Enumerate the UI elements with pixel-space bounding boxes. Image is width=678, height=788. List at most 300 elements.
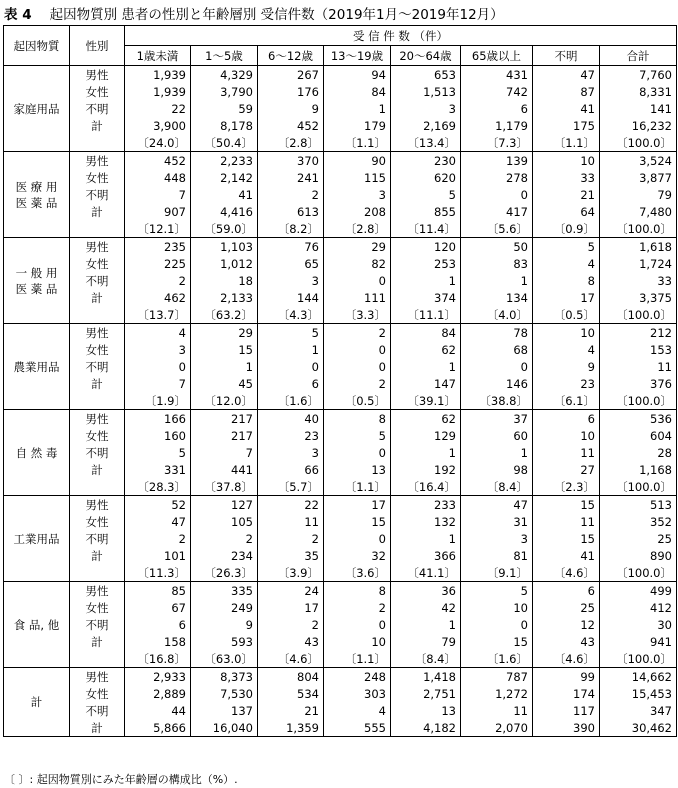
value-cell: 8,331 [600, 83, 677, 100]
value-cell: 29 [324, 238, 391, 256]
table-number: 表 4 [4, 7, 32, 23]
value-cell: 3 [461, 530, 533, 547]
table-row [4, 186, 677, 203]
value-cell: 5,866 [125, 719, 191, 737]
value-cell: 212 [600, 324, 677, 342]
value-cell: 76 [258, 238, 324, 256]
value-cell: 4 [125, 324, 191, 342]
value-cell: 〔37.8〕 [191, 478, 258, 496]
table-row [4, 410, 677, 428]
value-cell: 31 [461, 513, 533, 530]
header-column: 65歳以上 [461, 46, 533, 66]
sex-cell: 不明 [70, 186, 125, 203]
value-cell: 99 [533, 668, 600, 686]
value-cell: 〔2.8〕 [258, 134, 324, 152]
value-cell: 29 [191, 324, 258, 342]
value-cell: 10 [533, 324, 600, 342]
sex-cell: 男性 [70, 66, 125, 84]
value-cell: 105 [191, 513, 258, 530]
value-cell: 6 [533, 582, 600, 600]
value-cell: 78 [461, 324, 533, 342]
value-cell: 1,012 [191, 255, 258, 272]
value-cell: 43 [533, 633, 600, 650]
value-cell: 441 [191, 461, 258, 478]
value-cell: 331 [125, 461, 191, 478]
sex-cell: 男性 [70, 324, 125, 342]
value-cell: 7 [125, 375, 191, 392]
value-cell: 249 [191, 599, 258, 616]
header-column: 不明 [533, 46, 600, 66]
value-cell: 〔100.0〕 [600, 392, 677, 410]
value-cell: 4,416 [191, 203, 258, 220]
value-cell: 21 [258, 702, 324, 719]
value-cell: 〔41.1〕 [391, 564, 461, 582]
value-cell: 374 [391, 289, 461, 306]
table-title [4, 3, 504, 23]
value-cell: 235 [125, 238, 191, 256]
value-cell: 855 [391, 203, 461, 220]
value-cell: 59 [191, 100, 258, 117]
value-cell: 62 [391, 410, 461, 428]
value-cell: 0 [324, 444, 391, 461]
category-label: 自 然 毒 [15, 445, 58, 460]
header-column: 6～12歳 [258, 46, 324, 66]
value-cell: 45 [191, 375, 258, 392]
category-label: 工業用品 [13, 531, 60, 546]
table-row [4, 100, 677, 117]
value-cell: 15,453 [600, 685, 677, 702]
value-cell: 〔100.0〕 [600, 220, 677, 238]
value-cell: 〔63.2〕 [191, 306, 258, 324]
value-cell: 62 [391, 341, 461, 358]
value-cell: 17 [324, 496, 391, 514]
sex-cell: 不明 [70, 272, 125, 289]
value-cell: 24 [258, 582, 324, 600]
value-cell: 84 [324, 83, 391, 100]
value-cell: 1,418 [391, 668, 461, 686]
sex-cell: 女性 [70, 685, 125, 702]
value-cell: 36 [391, 582, 461, 600]
value-cell: 〔59.0〕 [191, 220, 258, 238]
value-cell: 158 [125, 633, 191, 650]
value-cell: 0 [324, 341, 391, 358]
value-cell: 7,480 [600, 203, 677, 220]
value-cell: 23 [258, 427, 324, 444]
header-row-group [4, 26, 677, 46]
value-cell: 〔100.0〕 [600, 134, 677, 152]
value-cell: 98 [461, 461, 533, 478]
value-cell: 303 [324, 685, 391, 702]
value-cell: 376 [600, 375, 677, 392]
value-cell: 0 [258, 358, 324, 375]
value-cell: 〔16.8〕 [125, 650, 191, 668]
value-cell: 111 [324, 289, 391, 306]
value-cell: 412 [600, 599, 677, 616]
value-cell: 41 [533, 547, 600, 564]
sex-cell [70, 392, 125, 410]
value-cell: 47 [533, 66, 600, 84]
table-row [4, 306, 677, 324]
sex-cell: 男性 [70, 582, 125, 600]
value-cell: 2 [258, 186, 324, 203]
category-label: 食 品, 他 [13, 617, 60, 632]
value-cell: 146 [461, 375, 533, 392]
table-row [4, 599, 677, 616]
table-row [4, 530, 677, 547]
value-cell: 〔3.6〕 [324, 564, 391, 582]
sex-cell [70, 564, 125, 582]
table-row [4, 685, 677, 702]
value-cell: 〔12.0〕 [191, 392, 258, 410]
value-cell: 67 [125, 599, 191, 616]
value-cell: 35 [258, 547, 324, 564]
value-cell: 0 [324, 272, 391, 289]
value-cell: 1,939 [125, 83, 191, 100]
sex-cell [70, 478, 125, 496]
value-cell: 18 [191, 272, 258, 289]
value-cell: 5 [258, 324, 324, 342]
value-cell: 230 [391, 152, 461, 170]
value-cell: 84 [391, 324, 461, 342]
value-cell: 278 [461, 169, 533, 186]
value-cell: 〔63.0〕 [191, 650, 258, 668]
value-cell: 417 [461, 203, 533, 220]
value-cell: 81 [461, 547, 533, 564]
sex-cell: 不明 [70, 100, 125, 117]
value-cell: 3,790 [191, 83, 258, 100]
value-cell: 534 [258, 685, 324, 702]
value-cell: 42 [391, 599, 461, 616]
category-cell [4, 582, 70, 668]
value-cell: 7,760 [600, 66, 677, 84]
value-cell: 1,513 [391, 83, 461, 100]
value-cell: 5 [391, 186, 461, 203]
sex-cell: 男性 [70, 410, 125, 428]
value-cell: 〔5.7〕 [258, 478, 324, 496]
value-cell: 〔24.0〕 [125, 134, 191, 152]
value-cell: 7,530 [191, 685, 258, 702]
value-cell: 192 [391, 461, 461, 478]
table-row [4, 272, 677, 289]
value-cell: 〔1.6〕 [461, 650, 533, 668]
table-row [4, 220, 677, 238]
value-cell: 64 [533, 203, 600, 220]
value-cell: 4,329 [191, 66, 258, 84]
value-cell: 217 [191, 410, 258, 428]
table-row [4, 169, 677, 186]
table-row [4, 633, 677, 650]
value-cell: 1 [461, 444, 533, 461]
value-cell: 12 [533, 616, 600, 633]
value-cell: 117 [533, 702, 600, 719]
value-cell: 613 [258, 203, 324, 220]
value-cell: 452 [258, 117, 324, 134]
value-cell: 〔0.5〕 [324, 392, 391, 410]
value-cell: 90 [324, 152, 391, 170]
sex-cell: 計 [70, 289, 125, 306]
value-cell: 0 [324, 530, 391, 547]
value-cell: 4 [533, 341, 600, 358]
table-row [4, 427, 677, 444]
value-cell: 7 [125, 186, 191, 203]
value-cell: 352 [600, 513, 677, 530]
sex-cell [70, 220, 125, 238]
poison-data-table [3, 25, 677, 737]
value-cell: 9 [191, 616, 258, 633]
value-cell: 〔13.7〕 [125, 306, 191, 324]
value-cell: 15 [461, 633, 533, 650]
value-cell: 347 [600, 702, 677, 719]
value-cell: 7 [191, 444, 258, 461]
value-cell: 390 [533, 719, 600, 737]
value-cell: 〔1.1〕 [324, 650, 391, 668]
value-cell: 50 [461, 238, 533, 256]
sex-cell: 計 [70, 719, 125, 737]
value-cell: 23 [533, 375, 600, 392]
value-cell: 1,103 [191, 238, 258, 256]
header-count-group: 受 信 件 数 （件） [125, 26, 677, 46]
value-cell: 15 [324, 513, 391, 530]
sex-cell: 計 [70, 461, 125, 478]
value-cell: 2 [324, 375, 391, 392]
value-cell: 1,939 [125, 66, 191, 84]
value-cell: 3 [258, 444, 324, 461]
table-row [4, 702, 677, 719]
value-cell: 41 [191, 186, 258, 203]
value-cell: 366 [391, 547, 461, 564]
value-cell: 2,133 [191, 289, 258, 306]
table-row [4, 117, 677, 134]
value-cell: 11 [258, 513, 324, 530]
value-cell: 〔16.4〕 [391, 478, 461, 496]
value-cell: 17 [258, 599, 324, 616]
value-cell: 16,232 [600, 117, 677, 134]
table-body [4, 26, 677, 737]
category-label: 医 薬 品 [15, 195, 58, 210]
table-row [4, 547, 677, 564]
value-cell: 〔0.9〕 [533, 220, 600, 238]
header-column: 1～5歳 [191, 46, 258, 66]
value-cell: 115 [324, 169, 391, 186]
value-cell: 〔28.3〕 [125, 478, 191, 496]
value-cell: 9 [258, 100, 324, 117]
category-cell [4, 66, 70, 152]
value-cell: 25 [533, 599, 600, 616]
value-cell: 5 [324, 427, 391, 444]
sex-cell: 不明 [70, 616, 125, 633]
value-cell: 2 [324, 324, 391, 342]
sex-cell: 不明 [70, 530, 125, 547]
value-cell: 68 [461, 341, 533, 358]
value-cell: 〔2.3〕 [533, 478, 600, 496]
value-cell: 1 [391, 272, 461, 289]
value-cell: 15 [533, 530, 600, 547]
value-cell: 3,524 [600, 152, 677, 170]
category-cell [4, 410, 70, 496]
sex-cell: 女性 [70, 513, 125, 530]
value-cell: 536 [600, 410, 677, 428]
value-cell: 0 [324, 358, 391, 375]
value-cell: 8 [324, 410, 391, 428]
sex-cell: 計 [70, 117, 125, 134]
table-row [4, 496, 677, 514]
value-cell: 30 [600, 616, 677, 633]
value-cell: 241 [258, 169, 324, 186]
table-row [4, 668, 677, 686]
value-cell: 452 [125, 152, 191, 170]
value-cell: 234 [191, 547, 258, 564]
value-cell: 28 [600, 444, 677, 461]
value-cell: 2,142 [191, 169, 258, 186]
value-cell: 66 [258, 461, 324, 478]
value-cell: 147 [391, 375, 461, 392]
sex-cell: 女性 [70, 599, 125, 616]
value-cell: 3 [324, 186, 391, 203]
table-row [4, 152, 677, 170]
value-cell: 44 [125, 702, 191, 719]
value-cell: 179 [324, 117, 391, 134]
value-cell: 60 [461, 427, 533, 444]
value-cell: 1,359 [258, 719, 324, 737]
value-cell: 79 [391, 633, 461, 650]
value-cell: 3 [391, 100, 461, 117]
category-cell [4, 496, 70, 582]
value-cell: 0 [461, 616, 533, 633]
value-cell: 3 [125, 341, 191, 358]
value-cell: 804 [258, 668, 324, 686]
value-cell: 137 [191, 702, 258, 719]
category-cell [4, 152, 70, 238]
value-cell: 8 [324, 582, 391, 600]
table-row [4, 513, 677, 530]
value-cell: 593 [191, 633, 258, 650]
table-row [4, 83, 677, 100]
value-cell: 47 [461, 496, 533, 514]
value-cell: 33 [533, 169, 600, 186]
value-cell: 448 [125, 169, 191, 186]
value-cell: 〔8.2〕 [258, 220, 324, 238]
value-cell: 2,169 [391, 117, 461, 134]
table-row [4, 66, 677, 84]
table-row [4, 564, 677, 582]
value-cell: 85 [125, 582, 191, 600]
value-cell: 2 [125, 530, 191, 547]
value-cell: 〔2.8〕 [324, 220, 391, 238]
value-cell: 〔11.3〕 [125, 564, 191, 582]
value-cell: 11 [600, 358, 677, 375]
sex-cell: 計 [70, 547, 125, 564]
value-cell: 175 [533, 117, 600, 134]
value-cell: 15 [533, 496, 600, 514]
sex-cell: 女性 [70, 341, 125, 358]
sex-cell: 計 [70, 203, 125, 220]
value-cell: 94 [324, 66, 391, 84]
value-cell: 22 [125, 100, 191, 117]
sex-cell: 不明 [70, 702, 125, 719]
value-cell: 〔100.0〕 [600, 478, 677, 496]
value-cell: 83 [461, 255, 533, 272]
value-cell: 8 [533, 272, 600, 289]
footnote: 〔 〕: 起因物質別にみた年齢層の構成比（%）. [4, 773, 238, 786]
table-row [4, 478, 677, 496]
value-cell: 2 [258, 530, 324, 547]
value-cell: 3,900 [125, 117, 191, 134]
table-row [4, 203, 677, 220]
sex-cell: 男性 [70, 668, 125, 686]
value-cell: 139 [461, 152, 533, 170]
value-cell: 41 [533, 100, 600, 117]
value-cell: 742 [461, 83, 533, 100]
value-cell: 8,373 [191, 668, 258, 686]
value-cell: 〔7.3〕 [461, 134, 533, 152]
value-cell: 〔26.3〕 [191, 564, 258, 582]
value-cell: 87 [533, 83, 600, 100]
table-row [4, 238, 677, 256]
sex-cell [70, 306, 125, 324]
value-cell: 11 [533, 444, 600, 461]
value-cell: 141 [600, 100, 677, 117]
value-cell: 233 [391, 496, 461, 514]
value-cell: 2,070 [461, 719, 533, 737]
sex-cell [70, 650, 125, 668]
sex-cell: 計 [70, 633, 125, 650]
value-cell: 13 [324, 461, 391, 478]
value-cell: 〔13.4〕 [391, 134, 461, 152]
value-cell: 1,618 [600, 238, 677, 256]
value-cell: 1 [191, 358, 258, 375]
value-cell: 1 [391, 616, 461, 633]
value-cell: 1 [258, 341, 324, 358]
value-cell: 40 [258, 410, 324, 428]
value-cell: 335 [191, 582, 258, 600]
table-row [4, 650, 677, 668]
table-row [4, 358, 677, 375]
value-cell: 22 [258, 496, 324, 514]
value-cell: 3 [258, 272, 324, 289]
value-cell: 52 [125, 496, 191, 514]
value-cell: 〔1.1〕 [324, 478, 391, 496]
header-column: 13～19歳 [324, 46, 391, 66]
value-cell: 10 [533, 152, 600, 170]
value-cell: 11 [461, 702, 533, 719]
value-cell: 10 [461, 599, 533, 616]
value-cell: 208 [324, 203, 391, 220]
value-cell: 2,889 [125, 685, 191, 702]
value-cell: 2 [258, 616, 324, 633]
value-cell: 〔1.6〕 [258, 392, 324, 410]
table-row [4, 719, 677, 737]
sex-cell: 男性 [70, 238, 125, 256]
value-cell: 〔1.1〕 [533, 134, 600, 152]
value-cell: 〔4.6〕 [258, 650, 324, 668]
value-cell: 〔11.1〕 [391, 306, 461, 324]
value-cell: 〔4.3〕 [258, 306, 324, 324]
table-row [4, 616, 677, 633]
value-cell: 65 [258, 255, 324, 272]
category-cell [4, 238, 70, 324]
table-row [4, 255, 677, 272]
value-cell: 6 [461, 100, 533, 117]
sex-cell [70, 134, 125, 152]
value-cell: 144 [258, 289, 324, 306]
value-cell: 0 [324, 616, 391, 633]
sex-cell: 男性 [70, 152, 125, 170]
value-cell: 3,375 [600, 289, 677, 306]
value-cell: 〔9.1〕 [461, 564, 533, 582]
header-column: 1歳未満 [125, 46, 191, 66]
header-category: 起因物質 [4, 26, 70, 66]
table-row [4, 392, 677, 410]
